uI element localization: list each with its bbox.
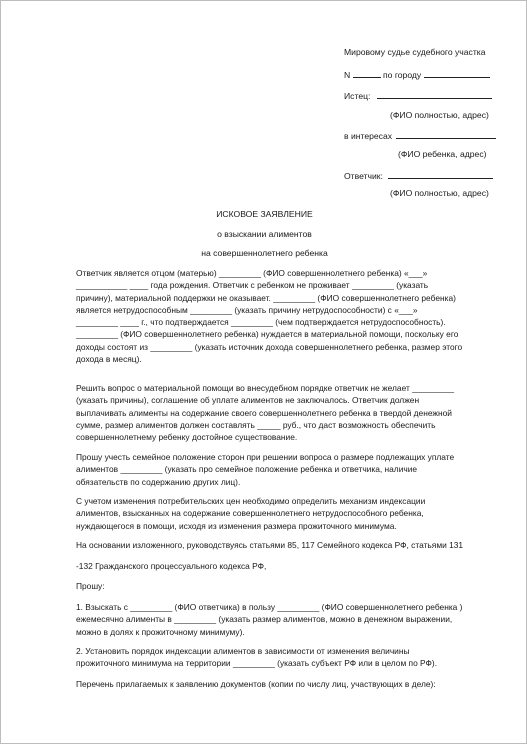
p9-line: 2. Установить порядок индексации алиментов в зависимости от изменения величины [76, 646, 410, 656]
paragraph-8 [76, 601, 501, 638]
p1-line: является нетрудоспособным _________ (указать причину нетрудоспособности) с «___» [76, 304, 418, 315]
p1-line: причину), материальной поддержки не оказывает. _________ (ФИО совершеннолетнего ребенка) [76, 292, 456, 303]
plaintiff-label: Истец: [344, 91, 371, 101]
p2-line: совершеннолетнему ребенку достойное существование. [76, 432, 298, 443]
paragraph-5: На основании изложенного, руководствуясь статьями 85, 117 Семейного кодекса РФ, статьями 131 [76, 540, 464, 550]
defendant-label: Ответчик: [344, 171, 383, 181]
p2-line: Решить вопрос о материальной помощи во внесудебном порядке ответчик не желает _________ [76, 383, 455, 393]
p8-line: 1. Взыскать с _________ (ФИО ответчика) в пользу _________ (ФИО совершеннолетнего ребенка ) [76, 602, 463, 612]
p1-line: ___________ ____ года рождения. Ответчик с ребенком не проживает _________ (указать [76, 280, 429, 291]
plaintiff-blank [377, 89, 492, 99]
header-plaintiff-line [344, 89, 492, 102]
child-hint: (ФИО ребенка, адрес) [398, 149, 487, 159]
behalf-label: в интересах [344, 131, 393, 141]
paragraph-7: Прошу: [76, 581, 105, 591]
header-district-city-label: по городу [383, 70, 422, 80]
district-number-blank [353, 68, 381, 78]
header-district-line [344, 68, 490, 81]
paragraph-6: -132 Гражданского процессуального кодекса РФ, [76, 561, 267, 571]
paragraph-1 [76, 267, 501, 365]
p4-line: С учетом изменения потребительских цен необходимо определить механизм индексации [76, 496, 426, 506]
document-title: ИСКОВОЕ ЗАЯВЛЕНИЕ [216, 209, 313, 219]
p1-line: Ответчик является отцом (матерью) _________ (ФИО совершеннолетнего ребенка) «___» [76, 268, 428, 278]
header-district-prefix: N [344, 70, 351, 80]
document-subtitle-1: о взыскании алиментов [217, 229, 312, 239]
defendant-hint: (ФИО полностью, адрес) [390, 188, 489, 198]
p1-line: _________ (ФИО совершеннолетнего ребенка) нуждается в материальной помощи, поскольку его [76, 329, 459, 340]
city-blank [424, 68, 490, 78]
paragraph-3 [76, 451, 501, 488]
p2-line: выплачивать алименты на содержание своего совершеннолетнего ребенка в твердой денежной [76, 407, 452, 418]
p1-line: дохода в месяц). [76, 354, 142, 365]
header-court: Мировому судье судебного участка [344, 47, 486, 57]
p2-line: (указать причины), соглашение об уплате алиментов не заключалось. Ответчик должен [76, 395, 420, 406]
p3-line: алиментов _________ (указать про семейное положение ребенка и ответчика, наличие [76, 464, 418, 475]
paragraph-4 [76, 495, 501, 532]
p8-line: можно в долях к прожиточному минимуму). [76, 626, 245, 637]
p2-line: сумме, размер алиментов должен составлять _____ руб., что даст возможность обеспечить [76, 419, 436, 430]
header-defendant-line [344, 169, 493, 182]
plaintiff-hint: (ФИО полностью, адрес) [390, 110, 489, 120]
p3-line: обязательств по содержанию других лиц). [76, 476, 241, 487]
paragraph-10: Перечень прилагаемых к заявлению документов (копии по числу лиц, участвующих в деле): [76, 679, 436, 689]
p4-line: алиментов, взысканных на содержание совершеннолетнего нетрудоспособного ребенка, [76, 508, 424, 519]
paragraph-9 [76, 645, 501, 670]
p1-line: _________ ____ г., что подтверждается _________ (чем подтверждается нетрудоспособность). [76, 317, 446, 328]
p3-line: Прошу учесть семейное положение сторон при решении вопроса о размере подлежащих уплате [76, 452, 455, 462]
document-subtitle-2: на совершеннолетнего ребенка [201, 248, 328, 258]
header-behalf-line [344, 129, 496, 142]
defendant-blank [388, 169, 493, 179]
p8-line: ежемесячно алименты в _________ (указать размер алиментов, можно в денежном выражении, [76, 614, 453, 625]
p1-line: доходы состоят из _________ (указать источник дохода совершеннолетнего ребенка, размер этого [76, 341, 463, 352]
paragraph-2 [76, 382, 501, 443]
p4-line: нуждающегося в помощи, исходя из изменения размера прожиточного минимума. [76, 520, 397, 531]
p9-line: прожиточного минимума на территории _________ (указать субъект РФ или в целом по РФ). [76, 658, 438, 669]
behalf-blank [396, 129, 496, 139]
